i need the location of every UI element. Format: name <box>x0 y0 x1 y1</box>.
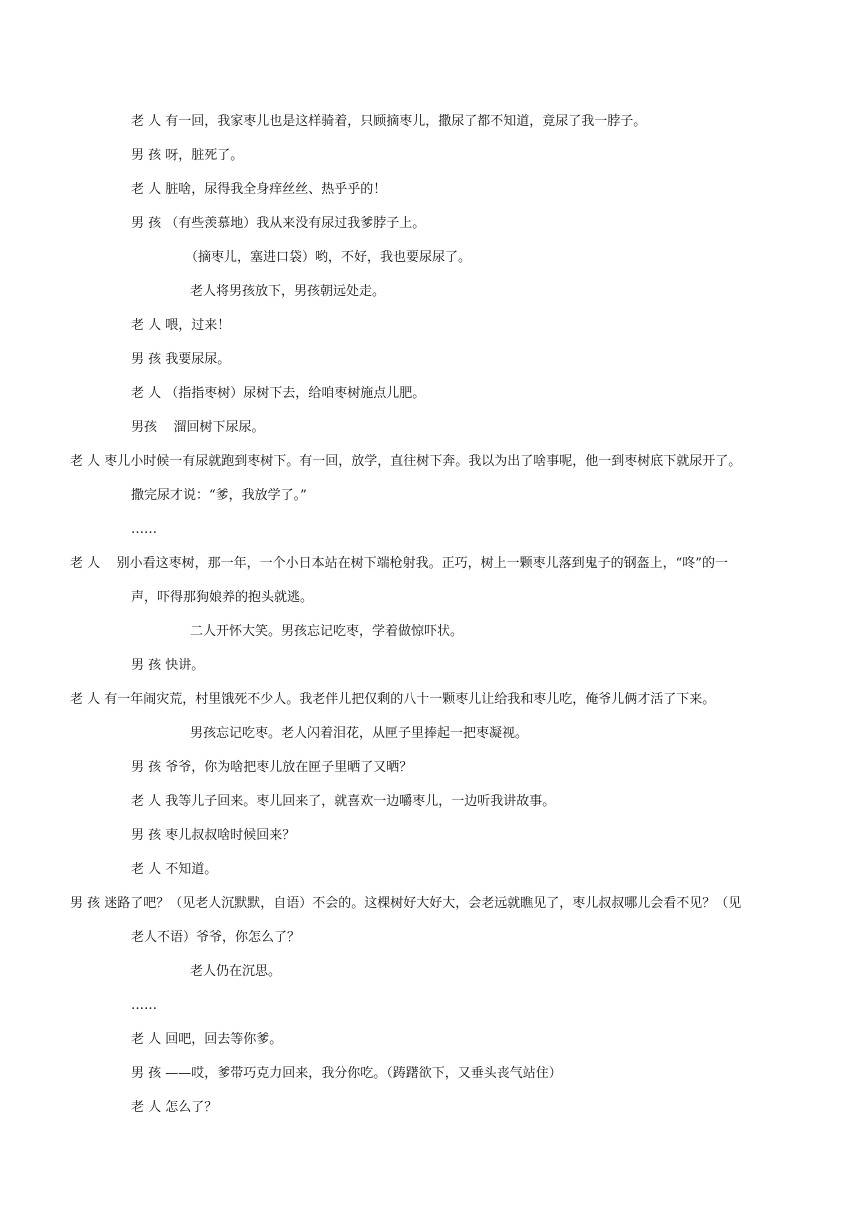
stage-direction: 男孩忘记吃枣。老人闪着泪花，从匣子里捧起一把枣凝视。 <box>190 726 529 741</box>
dialogue-line: 老 人 有一回，我家枣儿也是这样骑着，只顾摘枣儿，撒尿了都不知道，竟尿了我一脖子。 <box>131 114 647 129</box>
dialogue-line: 撒完尿才说：“爹，我放学了。” <box>131 488 307 503</box>
dialogue-line: 老 人 喂，过来！ <box>131 318 231 333</box>
stage-direction: 老人将男孩放下，男孩朝远处走。 <box>190 284 386 299</box>
dialogue-line: 男孩 溜回树下尿尿。 <box>131 420 265 435</box>
dialogue-line: 老 人 脏啥，尿得我全身痒丝丝、热乎乎的！ <box>131 182 387 197</box>
dialogue-line: 老 人 有一年闹灾荒，村里饿死不少人。我老伴儿把仅剩的八十一颗枣儿让给我和枣儿吃，俺爷儿俩才活了下来。 <box>70 692 716 707</box>
dialogue-line: 男 孩 （有些羡慕地）我从来没有尿过我爹脖子上。 <box>131 216 426 231</box>
dialogue-line: 男 孩 我要尿尿。 <box>131 352 231 367</box>
ellipsis: …… <box>131 522 157 537</box>
dialogue-line: 声，吓得那狗娘养的抱头就逃。 <box>131 590 314 605</box>
dialogue-line: 老 人 不知道。 <box>131 862 218 877</box>
dialogue-line: 老 人 怎么了？ <box>131 1100 218 1115</box>
dialogue-line: 男 孩 迷路了吧？（见老人沉默默，自语）不会的。这棵树好大好大，会老远就瞧见了，枣儿叔叔哪儿会看不见？（见 <box>70 896 742 911</box>
dialogue-line: 老人不语）爷爷，你怎么了？ <box>131 930 301 945</box>
dialogue-line: 老 人 别小看这枣树，那一年，一个小日本站在树下端枪射我。正巧，树上一颗枣儿落到鬼子的钢盔上，“咚”的一 <box>70 556 728 571</box>
dialogue-line: 老 人 我等儿子回来。枣儿回来了，就喜欢一边嚼枣儿，一边听我讲故事。 <box>131 794 556 809</box>
stage-direction: 二人开怀大笑。男孩忘记吃枣，学着做惊吓状。 <box>190 624 464 639</box>
dialogue-line: 男 孩 快讲。 <box>131 658 205 673</box>
ellipsis: …… <box>131 998 157 1013</box>
dialogue-line: 老 人 （指指枣树）尿树下去，给咱枣树施点儿肥。 <box>131 386 426 401</box>
dialogue-line: 男 孩 呀，脏死了。 <box>131 148 244 163</box>
stage-direction: 老人仍在沉思。 <box>190 964 282 979</box>
dialogue-line: 男 孩 ——哎，爹带巧克力回来，我分你吃。（踌躇欲下，又垂头丧气站住） <box>131 1066 562 1081</box>
dialogue-line: 男 孩 爷爷，你为啥把枣儿放在匣子里晒了又晒？ <box>131 760 413 775</box>
dialogue-line: 老 人 枣儿小时候一有尿就跑到枣树下。有一回，放学，直往树下奔。我以为出了啥事呢，他一到枣树底下就尿开了。 <box>70 454 742 469</box>
dialogue-line: 男 孩 枣儿叔叔啥时候回来？ <box>131 828 296 843</box>
dialogue-line: 老 人 回吧，回去等你爹。 <box>131 1032 283 1047</box>
stage-direction: （摘枣儿，塞进口袋）哟，不好，我也要尿尿了。 <box>185 250 472 265</box>
